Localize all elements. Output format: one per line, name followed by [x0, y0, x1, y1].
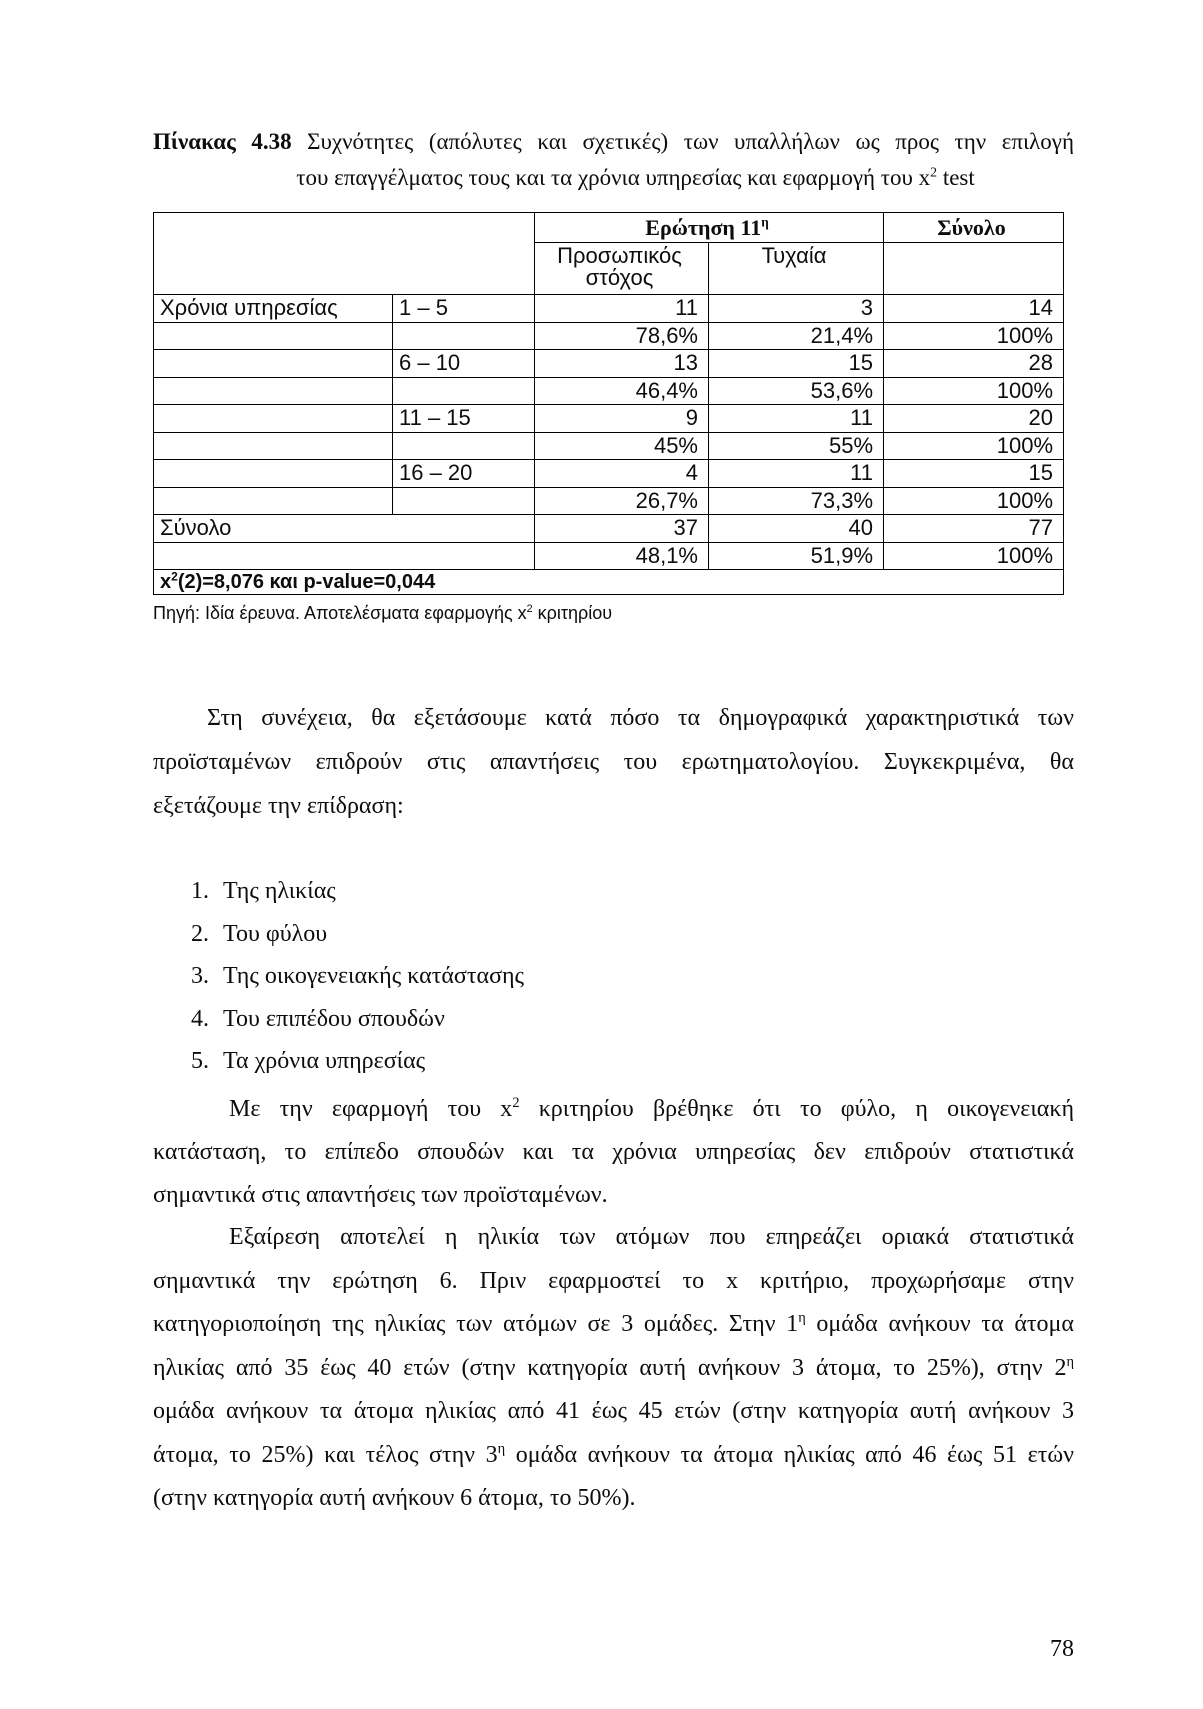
list-item-text: Τα χρόνια υπηρεσίας: [223, 1048, 426, 1074]
percent-random: 53,6%: [709, 377, 884, 405]
frequency-table: [153, 212, 1064, 595]
header-row-1: [154, 213, 1064, 243]
paragraph-line: κατάσταση, το επίπεδο σπουδών και τα χρόνια υπηρεσίας δεν επιδρούν στατιστικά: [153, 1139, 1074, 1165]
percent-personal-goal: 45%: [535, 432, 709, 460]
superscript: η: [497, 1440, 506, 1457]
list-item: [191, 998, 891, 1041]
percent-random: 55%: [709, 432, 884, 460]
count-total: 15: [884, 460, 1064, 488]
empty-cell: [393, 487, 535, 515]
list-item: [191, 913, 891, 956]
header-total-blank: [884, 243, 1064, 295]
text-segment: test: [937, 165, 975, 190]
percent-total: 100%: [884, 432, 1064, 460]
empty-cell: [154, 542, 535, 570]
percent-personal-goal: 78,6%: [535, 322, 709, 350]
page-number: 78: [1050, 1636, 1074, 1662]
count-random: 15: [709, 350, 884, 378]
list-item-text: Της οικογενειακής κατάστασης: [223, 963, 525, 989]
superscript: 2: [930, 164, 938, 180]
paragraph-line: (στην κατηγορία αυτή ανήκουν 6 άτομα, το 50%).: [153, 1485, 636, 1511]
text-segment: κριτηρίου: [532, 603, 613, 623]
empty-cell: [154, 322, 393, 350]
count-total: 14: [884, 295, 1064, 323]
count-personal-goal: 9: [535, 405, 709, 433]
count-random: 3: [709, 295, 884, 323]
caption-line-1-text: Συχνότητες (απόλυτες και σχετικές) των υπαλλήλων ως προς την επιλογή: [307, 129, 1075, 154]
range-label: 16 – 20: [393, 460, 535, 488]
text-segment: κριτηρίου βρέθηκε ότι το φύλο, η οικογενειακή: [519, 1096, 1075, 1122]
paragraph-line: προϊσταμένων επιδρούν στις απαντήσεις του ερωτηματολογίου. Συγκεκριμένα, θα: [153, 749, 1074, 775]
list-item-text: Του φύλου: [223, 920, 328, 947]
empty-cell: [393, 377, 535, 405]
count-personal-goal: 37: [535, 515, 709, 543]
count-personal-goal: 4: [535, 460, 709, 488]
table-row: [154, 350, 1064, 378]
total-row-label: Σύνολο: [154, 515, 535, 543]
table-row: [154, 432, 1064, 460]
range-label: 1 – 5: [393, 295, 535, 323]
count-total: 28: [884, 350, 1064, 378]
table-row: [154, 295, 1064, 323]
percent-total: 100%: [884, 377, 1064, 405]
caption-label: Πίνακας 4.38: [153, 129, 292, 154]
paragraph-2: [153, 1088, 1074, 1217]
list-item-number: 4.: [191, 1005, 209, 1032]
empty-cell: [154, 487, 393, 515]
text-segment: x: [160, 571, 172, 593]
count-total: 77: [884, 515, 1064, 543]
table-row: [154, 460, 1064, 488]
percent-random: 21,4%: [709, 322, 884, 350]
superscript: η: [1066, 1353, 1074, 1370]
count-random: 11: [709, 460, 884, 488]
total-row: [154, 515, 1064, 543]
list-item-text: Της ηλικίας: [223, 878, 336, 904]
header-personal-goal-cell: [535, 243, 709, 295]
paragraph-line: [153, 1088, 1074, 1131]
table-row: [154, 377, 1064, 405]
chi-square-result: [154, 570, 1064, 595]
table-source-note: [153, 602, 612, 624]
list-item: [191, 1040, 891, 1083]
text-segment: Ερώτηση 11: [645, 214, 762, 240]
paragraph-line: Εξαίρεση αποτελεί η ηλικία των ατόμων που επηρεάζει οριακά στατιστικά: [229, 1224, 1074, 1250]
paragraph-line: [153, 1347, 1074, 1391]
table-caption: [153, 124, 1074, 196]
count-random: 40: [709, 515, 884, 543]
superscript: 2: [512, 1095, 520, 1111]
percent-personal-goal: 46,4%: [535, 377, 709, 405]
text-segment: άτομα, το 25%) και τέλος στην 3: [153, 1441, 498, 1468]
text-segment: κατηγοριοποίηση της ηλικίας των ατόμων σε 3 ομάδες. Στην 1: [153, 1311, 799, 1337]
percent-personal-goal: 26,7%: [535, 487, 709, 515]
list-item-number: 2.: [191, 920, 209, 947]
paragraph-line: σημαντικά την ερώτηση 6. Πριν εφαρμοστεί το x κριτήριο, προχωρήσαμε στην: [153, 1267, 1074, 1294]
percent-total: 100%: [884, 322, 1064, 350]
percent-random: 51,9%: [709, 542, 884, 570]
table-row: [154, 322, 1064, 350]
paragraph-1: [153, 696, 1074, 828]
paragraph-line: ομάδα ανήκουν τα άτομα ηλικίας από 41 έως 45 ετών (στην κατηγορία αυτή ανήκουν 3: [153, 1398, 1074, 1424]
percent-total: 100%: [884, 487, 1064, 515]
empty-cell: [154, 377, 393, 405]
range-label: 11 – 15: [393, 405, 535, 433]
table-row: [154, 487, 1064, 515]
header-total: Σύνολο: [884, 213, 1064, 243]
text-segment: (2)=8,076 και p-value=0,044: [177, 571, 436, 593]
empty-cell: [154, 350, 393, 378]
count-random: 11: [709, 405, 884, 433]
text-segment: ομάδα ανήκουν τα άτομα ηλικίας από 46 έως 51 ετών: [505, 1441, 1074, 1468]
text-segment: του επαγγέλματος τους και τα χρόνια υπηρεσίας και εφαρμογή του x: [296, 165, 931, 190]
test-result-row: [154, 570, 1064, 595]
percent-total: 100%: [884, 542, 1064, 570]
list-item-number: 3.: [191, 963, 209, 989]
list-item-number: 5.: [191, 1048, 209, 1074]
paragraph-3: [153, 1216, 1074, 1521]
header-personal-goal: Προσωπικός στόχος: [557, 243, 682, 290]
header-random: Τυχαία: [709, 243, 884, 295]
list-item-number: 1.: [191, 878, 209, 904]
caption-line-1: [153, 124, 1074, 160]
count-total: 20: [884, 405, 1064, 433]
empty-cell: [393, 322, 535, 350]
superscript: 2: [171, 569, 178, 584]
paragraph-line: [153, 1303, 1074, 1347]
row-group-label: Χρόνια υπηρεσίας: [154, 295, 393, 323]
header-blank-cell: [154, 213, 535, 295]
superscript: η: [761, 214, 769, 230]
empty-cell: [154, 405, 393, 433]
text-segment: Με την εφαρμογή του x: [229, 1096, 513, 1122]
caption-line-2: [153, 160, 1074, 196]
superscript: η: [798, 1310, 806, 1326]
range-label: 6 – 10: [393, 350, 535, 378]
numbered-list: [191, 870, 891, 1083]
paragraph-line: Στη συνέχεια, θα εξετάσουμε κατά πόσο τα δημογραφικά χαρακτηριστικά των: [207, 705, 1074, 731]
list-item-text: Του επιπέδου σπουδών: [223, 1005, 445, 1032]
empty-cell: [154, 460, 393, 488]
list-item: [191, 870, 891, 913]
empty-cell: [154, 432, 393, 460]
list-item: [191, 955, 891, 998]
paragraph-line: [153, 1434, 1074, 1478]
text-segment: Πηγή: Ιδία έρευνα. Αποτελέσματα εφαρμογής x: [153, 603, 527, 623]
count-personal-goal: 11: [535, 295, 709, 323]
text-segment: ηλικίας από 35 έως 40 ετών (στην κατηγορία αυτή ανήκουν 3 άτομα, το 25%), στην 2: [153, 1354, 1067, 1381]
count-personal-goal: 13: [535, 350, 709, 378]
empty-cell: [393, 432, 535, 460]
total-row: [154, 542, 1064, 570]
percent-random: 73,3%: [709, 487, 884, 515]
paragraph-line: σημαντικά στις απαντήσεις των προϊσταμένων.: [153, 1182, 608, 1208]
text-segment: ομάδα ανήκουν τα άτομα: [805, 1311, 1074, 1337]
table-row: [154, 405, 1064, 433]
paragraph-line: εξετάζουμε την επίδραση:: [153, 793, 404, 819]
superscript: 2: [526, 603, 533, 615]
percent-personal-goal: 48,1%: [535, 542, 709, 570]
header-question: [535, 213, 884, 243]
